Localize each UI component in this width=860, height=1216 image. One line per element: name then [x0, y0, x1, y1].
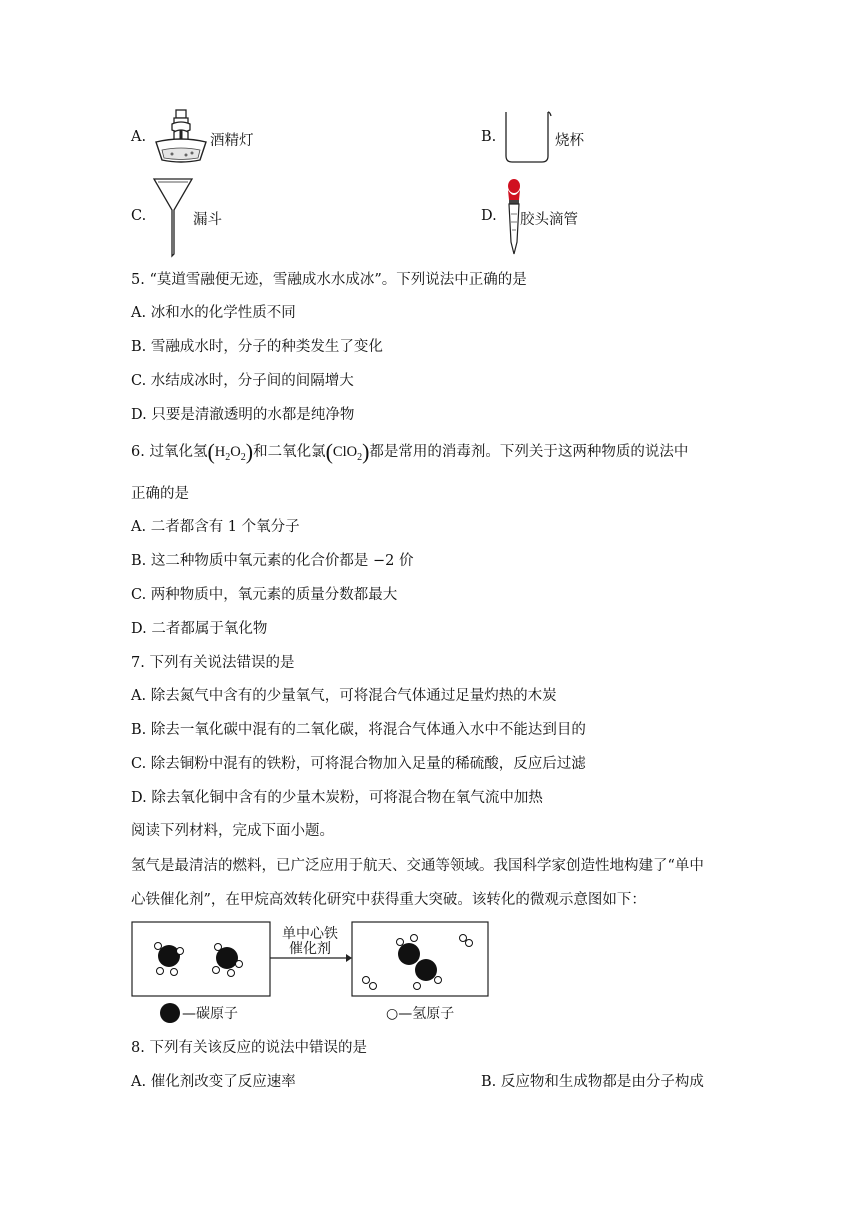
formula-clo2-main: ClO: [332, 444, 358, 460]
q8-option-a: A. 催化剂改变了反应速率: [131, 1074, 296, 1090]
option-d-letter: D.: [481, 208, 497, 224]
option-c-label: 漏斗: [193, 212, 222, 228]
option-a-label: 酒精灯: [210, 133, 254, 149]
funnel-icon: [153, 178, 193, 258]
q6-stem-part2: 和二氧化氯: [253, 444, 326, 460]
legend-hydrogen-label: ○—氢原子: [386, 1006, 455, 1022]
formula-h2o2-h: H: [214, 444, 226, 460]
beaker-icon: [502, 110, 552, 164]
legend-carbon-dot: [160, 1003, 180, 1023]
q7-option-a: A. 除去氮气中含有的少量氧气，可将混合气体通过足量灼热的木炭: [131, 688, 557, 704]
q6-option-c: C. 两种物质中，氧元素的质量分数都最大: [131, 587, 398, 603]
q8-stem: 8. 下列有关该反应的说法中错误的是: [131, 1040, 367, 1056]
option-d-label: 胶头滴管: [520, 212, 578, 228]
q5-option-a: A. 冰和水的化学性质不同: [131, 305, 296, 321]
q6-stem-line2: 正确的是: [131, 486, 189, 502]
q7-option-c: C. 除去铜粉中混有的铁粉，可将混合物加入足量的稀硫酸，反应后过滤: [131, 756, 586, 772]
option-b-letter: B.: [481, 129, 497, 145]
q6-option-b: B. 这二种物质中氧元素的化合价都是 −2 价: [131, 553, 414, 569]
formula-h2o2-h-sub: 2: [225, 451, 231, 463]
reading-para-line1: 氢气是最清洁的燃料，已广泛应用于航天、交通等领域。我国科学家创造性地构建了“单中: [131, 858, 704, 874]
reaction-diagram: [130, 918, 492, 1026]
option-b-label: 烧杯: [555, 133, 584, 149]
option-a-letter: A.: [131, 129, 147, 145]
q7-option-d: D. 除去氧化铜中含有的少量木炭粉，可将混合物在氧气流中加热: [131, 790, 543, 806]
arrow-label-2: 催化剂: [289, 941, 331, 957]
q7-stem: 7. 下列有关说法错误的是: [131, 655, 295, 671]
q6-stem-part1: 6. 过氧化氢: [131, 444, 208, 460]
legend-carbon-label: —碳原子: [182, 1006, 238, 1022]
arrow-label-1: 单中心铁: [282, 926, 338, 942]
formula-h2o2: $(H_2O_2)$: [207, 439, 254, 464]
q7-option-b: B. 除去一氧化碳中混有的二氧化碳，将混合气体通入水中不能达到目的: [131, 722, 586, 738]
reading-para-line2: 心铁催化剂”，在甲烷高效转化研究中获得重大突破。该转化的微观示意图如下：: [131, 892, 646, 908]
q8-option-b: B. 反应物和生成物都是由分子构成: [481, 1074, 704, 1090]
q6-stem-part3: 都是常用的消毒剂。下列关于这两种物质的说法中: [369, 444, 689, 460]
q5-option-d: D. 只要是清澈透明的水都是纯净物: [131, 407, 355, 423]
alcohol-lamp-icon: [150, 108, 212, 166]
formula-h2o2-o-sub: 2: [240, 451, 246, 463]
formula-clo2-sub: 2: [357, 451, 363, 463]
q5-stem: 5. “莫道雪融便无迹，雪融成水水成冰”。下列说法中正确的是: [131, 272, 527, 288]
reactant-box: [132, 922, 270, 996]
q6-option-d: D. 二者都属于氧化物: [131, 621, 268, 637]
option-c-letter: C.: [131, 208, 147, 224]
formula-h2o2-o: O: [230, 444, 241, 460]
reading-intro: 阅读下列材料，完成下面小题。: [131, 823, 334, 839]
q6-stem-line1: [131, 439, 689, 468]
formula-clo2: (ClO$_2$): [325, 439, 370, 464]
q6-option-a: A. 二者都含有 1 个氧分子: [131, 519, 300, 535]
q5-option-b: B. 雪融成水时，分子的种类发生了变化: [131, 339, 383, 355]
q5-option-c: C. 水结成冰时，分子间的间隔增大: [131, 373, 354, 389]
